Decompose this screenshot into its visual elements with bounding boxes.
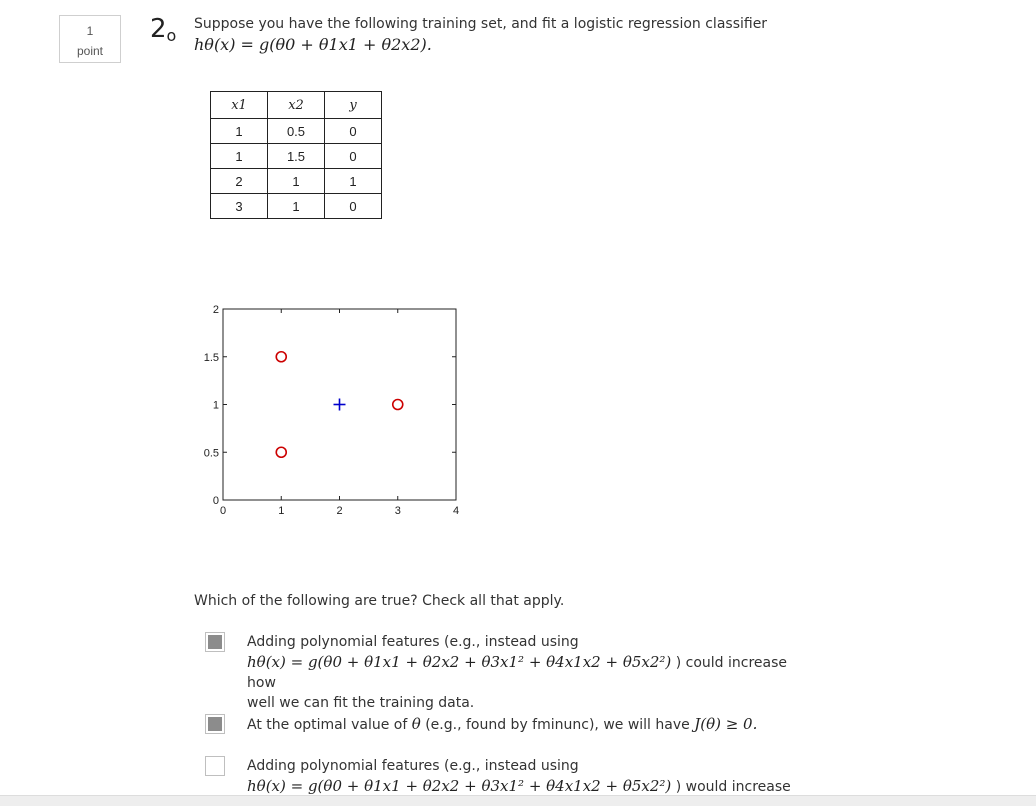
instruction-text: Which of the following are true? Check all that apply. [194, 593, 565, 609]
table-cell: 1 [268, 169, 325, 194]
answer-option-3[interactable] [205, 756, 805, 796]
table-row [211, 169, 382, 194]
table-cell: 1 [268, 194, 325, 219]
option-3-text [247, 756, 807, 797]
question-number-dot: o [166, 26, 177, 45]
x-tick-label: 1 [278, 505, 285, 517]
question-number [150, 14, 176, 44]
hypothesis-formula: hθ(x) = g(θ0 + θ1x1 + θ2x2). [194, 35, 432, 54]
table-cell: 0 [325, 194, 382, 219]
scatter-chart [190, 300, 480, 534]
x-tick-label: 4 [452, 505, 460, 517]
y-tick-label: 1 [212, 399, 219, 412]
y-tick-label: 2 [212, 304, 219, 316]
header-y: y [325, 92, 382, 119]
option-2-text [247, 714, 807, 735]
option-2-formula: J(θ) ≥ 0. [694, 715, 758, 733]
table-cell: 2 [211, 169, 268, 194]
option-1-line3: well we can fit the training data. [247, 695, 475, 711]
table-cell: 3 [211, 194, 268, 219]
question-number-text: 2 [150, 14, 167, 44]
option-2-theta: θ [411, 715, 421, 733]
y-tick-label: 0.5 [203, 447, 219, 460]
training-set-table [210, 91, 382, 219]
table-cell: 1.5 [268, 144, 325, 169]
option-1-text [247, 632, 807, 713]
option-1-line1: Adding polynomial features (e.g., instead using [247, 634, 579, 650]
option-3-formula: hθ(x) = g(θ0 + θ1x1 + θ2x2 + θ3x1² + θ4x1x2 + θ5x2²) [247, 777, 672, 795]
table-row [211, 119, 382, 144]
question-prompt: Suppose you have the following training set, and fit a logistic regression classifier [194, 16, 768, 32]
points-value: 1 [86, 24, 94, 38]
table-row [211, 194, 382, 219]
option-2-checkbox[interactable] [205, 714, 225, 734]
header-x1: x1 [211, 92, 268, 119]
option-3-after: ) would increase [675, 779, 791, 795]
option-2-middle: (e.g., found by fminunc), we will have [425, 717, 690, 733]
option-1-after: ) could increase how [247, 655, 788, 691]
table-row [211, 144, 382, 169]
option-2-before: At the optimal value of [247, 717, 408, 733]
points-badge [59, 15, 121, 63]
option-3-checkbox[interactable] [205, 756, 225, 776]
table-cell: 0.5 [268, 119, 325, 144]
x-tick-label: 3 [394, 505, 401, 517]
scatter-plot-svg [190, 300, 480, 530]
x-tick-label: 2 [336, 505, 343, 517]
option-1-checkbox[interactable] [205, 632, 225, 652]
x-tick-label: 0 [219, 505, 227, 517]
y-tick-label: 1.5 [203, 351, 219, 364]
table-cell: 1 [211, 119, 268, 144]
y-tick-label: 0 [212, 495, 219, 507]
answer-option-1[interactable] [205, 632, 805, 711]
table-cell: 0 [325, 119, 382, 144]
answer-option-2[interactable] [205, 714, 805, 736]
table-cell: 1 [211, 144, 268, 169]
table-header-row [211, 92, 382, 119]
table-cell: 0 [325, 144, 382, 169]
table-cell: 1 [325, 169, 382, 194]
header-x2: x2 [268, 92, 325, 119]
option-1-formula: hθ(x) = g(θ0 + θ1x1 + θ2x2 + θ3x1² + θ4x1x2 + θ5x2²) [247, 653, 672, 671]
bottom-scrollbar[interactable] [0, 795, 1036, 806]
points-label: point [76, 44, 104, 58]
option-3-line1: Adding polynomial features (e.g., instead using [247, 758, 579, 774]
